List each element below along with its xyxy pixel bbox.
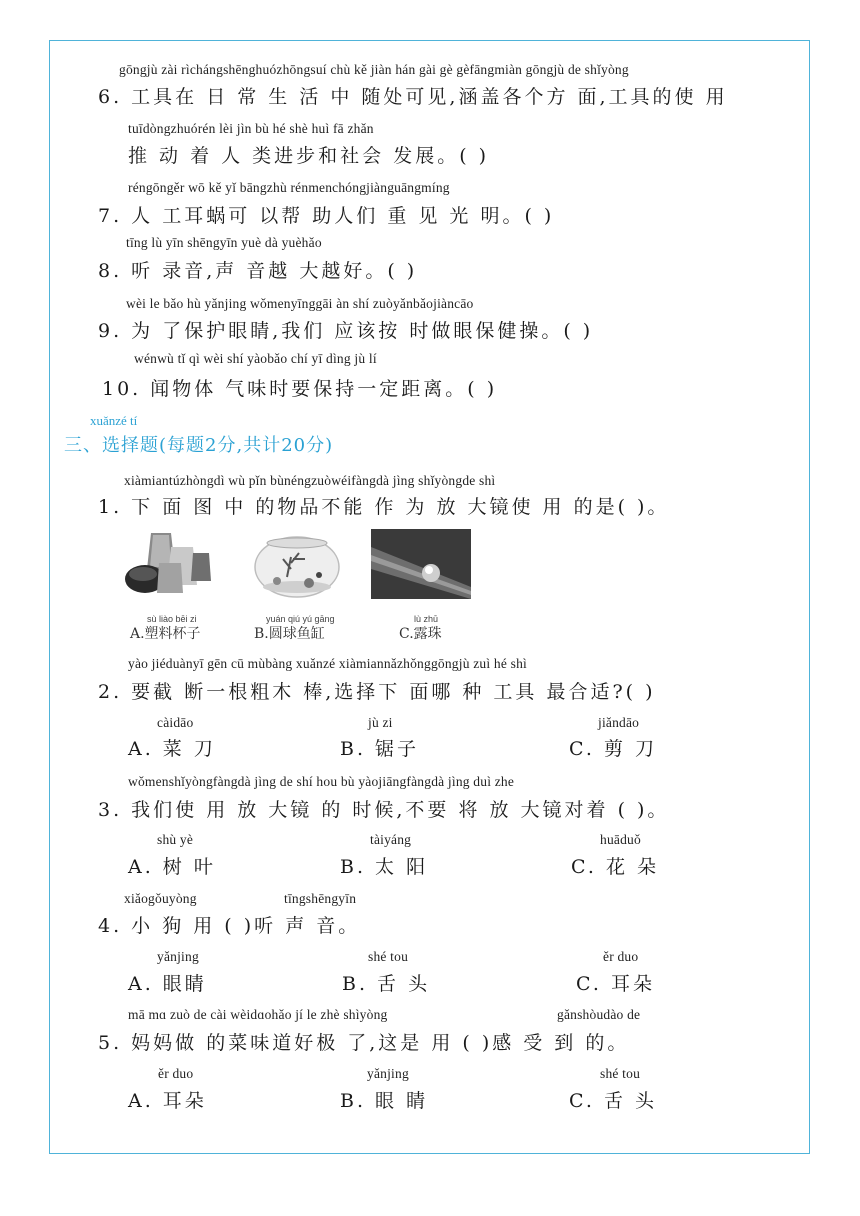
pinyin-line: wǒmenshǐyòngfàngdà jìng de shí hou bù yàojiāngfàngdà jìng duì zhe [128, 774, 515, 789]
option-b: B. 锯子 [340, 738, 420, 760]
dewdrop-photo [371, 529, 471, 599]
question-10: 10. 闻物体 气味时要保持一定距离。( ) [102, 378, 498, 400]
option-b: B. 太 阳 [340, 856, 429, 878]
pinyin-line: gǎnshòudào de [557, 1007, 641, 1022]
choice-2: 2. 要截 断一根粗木 棒,选择下 面哪 种 工具 最合适?( ) [98, 681, 656, 703]
question-6: 6. 工具在 日 常 生 活 中 随处可见,涵盖各个方 面,工具的使 用 [98, 86, 728, 108]
image-caption-b: B.圆球鱼缸 [254, 626, 325, 642]
question-8: 8. 听 录音,声 音越 大越好。( ) [98, 260, 418, 282]
option-pinyin: ěr duo [603, 949, 639, 964]
caption-pinyin: lù zhū [414, 614, 439, 624]
question-6-cont: 推 动 着 人 类进步和社会 发展。( ) [128, 145, 490, 167]
option-pinyin: shù yè [157, 832, 194, 847]
caption-pinyin: yuán qiú yú gāng [266, 614, 335, 624]
pinyin-line: tīng lù yīn shēngyīn yuè dà yuèhǎo [126, 235, 322, 250]
option-pinyin: shé tou [368, 949, 409, 964]
option-pinyin: tàiyáng [370, 832, 412, 847]
option-a: A. 耳朵 [128, 1090, 207, 1112]
choice-5: 5. 妈妈做 的菜味道好极 了,这是 用 ( )感 受 到 的。 [98, 1032, 630, 1054]
option-pinyin: jù zi [368, 715, 393, 730]
option-a: A. 树 叶 [128, 856, 216, 878]
option-c: C. 花 朵 [571, 856, 659, 878]
pinyin-line: réngōngěr wō kě yǐ bāngzhù rénmenchóngjiànguāngmíng [128, 180, 450, 195]
question-7: 7. 人 工耳蜗可 以帮 助人们 重 见 光 明。( ) [98, 205, 555, 227]
pinyin-line: wèi le bǎo hù yǎnjing wǒmenyīnggāi àn shí zuòyǎnbǎojiàncāo [126, 296, 474, 311]
option-b: B. 舌 头 [342, 973, 431, 995]
option-c: C. 舌 头 [569, 1090, 657, 1112]
option-pinyin: jiǎndāo [598, 715, 640, 730]
pinyin-line: tīngshēngyīn [284, 891, 357, 906]
option-pinyin: yǎnjing [157, 949, 199, 964]
choice-3: 3. 我们使 用 放 大镜 的 时候,不要 将 放 大镜对着 ( )。 [98, 799, 670, 821]
option-a: A. 眼睛 [128, 973, 207, 995]
pinyin-line: mā mɑ zuò de cài wèidɑohǎo jí le zhè shìyòng [128, 1007, 388, 1022]
image-caption-a: A.塑料杯子 [130, 626, 201, 642]
pinyin-line: gōngjù zài rìchángshēnghuózhōngsuí chù kě jiàn hán gài gè gèfāngmiàn gōngjù de shǐyòng [119, 62, 629, 77]
pinyin-line: xiàmiantúzhòngdì wù pǐn bùnéngzuòwéifàngdà jìng shǐyòngde shì [124, 473, 496, 488]
section-pinyin: xuǎnzé tí [90, 413, 138, 428]
caption-pinyin: sù liào bēi zi [147, 614, 197, 624]
plastic-cups-photo [123, 529, 223, 599]
option-b: B. 眼 睛 [340, 1090, 429, 1112]
section-title: 三、选择题(每题2分,共计20分) [64, 435, 334, 456]
image-caption-c: C.露珠 [399, 626, 442, 642]
pinyin-line: xiǎogǒuyòng [124, 891, 197, 906]
option-pinyin: ěr duo [158, 1066, 194, 1081]
option-pinyin: huāduǒ [600, 832, 641, 847]
option-c: C. 剪 刀 [569, 738, 657, 760]
pinyin-line: tuīdòngzhuórén lèi jìn bù hé shè huì fā zhǎn [128, 121, 374, 136]
option-c: C. 耳朵 [576, 973, 655, 995]
pinyin-line: wénwù tǐ qì wèi shí yàobǎo chí yī dìng jù lí [134, 351, 377, 366]
choice-4: 4. 小 狗 用 ( )听 声 音。 [98, 915, 361, 937]
option-pinyin: shé tou [600, 1066, 641, 1081]
pinyin-line: yào jiéduànyī gēn cū mùbàng xuǎnzé xiàmiannǎzhǒnggōngjù zuì hé shì [128, 656, 527, 671]
option-pinyin: yǎnjing [367, 1066, 409, 1081]
option-pinyin: càidāo [157, 715, 194, 730]
question-9: 9. 为 了保护眼睛,我们 应该按 时做眼保健操。( ) [98, 320, 594, 342]
fishbowl-photo [247, 529, 347, 599]
choice-1: 1. 下 面 图 中 的物品不能 作 为 放 大镜使 用 的是( )。 [98, 496, 670, 518]
option-a: A. 菜 刀 [128, 738, 216, 760]
